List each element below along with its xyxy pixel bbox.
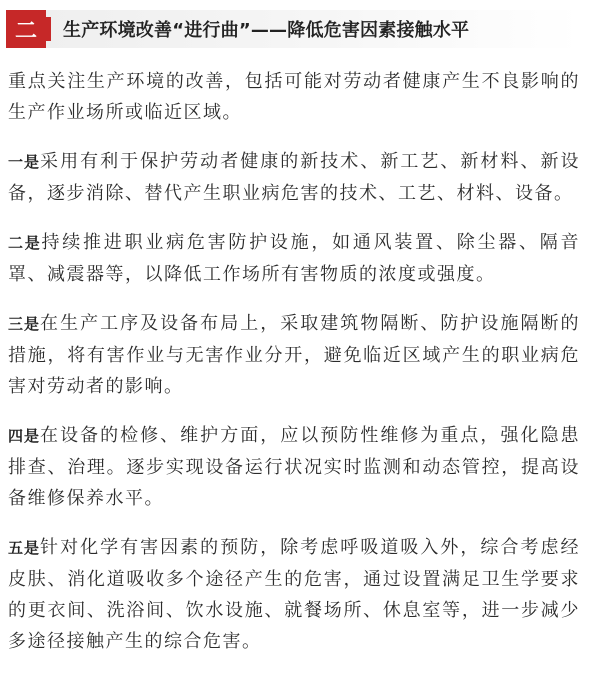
item-text: 针对化学有害因素的预防，除考虑呼吸道吸入外，综合考虑经皮肤、消化道吸收多个途径产生的危害，通过设置满足卫生学要求的更衣间、洗浴间、饮水设施、就餐场所、休息室等，进一步减少多途径接触产生的综合危害。 [8, 537, 580, 652]
list-item-1 [8, 146, 580, 209]
item-text: 持续推进职业病危害防护设施，如通风装置、除尘器、隔音罩、减震器等，以降低工作场所有害物质的浓度或强度。 [8, 232, 580, 285]
section-accent-bar [46, 17, 51, 41]
item-lead: 四是 [8, 427, 41, 445]
section-title: 生产环境改善“进行曲”——降低危害因素接触水平 [63, 20, 470, 41]
intro-paragraph: 重点关注生产环境的改善，包括可能对劳动者健康产生不良影响的生产作业场所或临近区域。 [8, 71, 580, 123]
list-item-5 [8, 532, 580, 657]
list-item-3 [8, 308, 580, 402]
item-lead: 一是 [8, 153, 41, 171]
list-item-2 [8, 227, 580, 290]
section-number-badge: 二 [6, 10, 46, 48]
article-body [6, 66, 580, 657]
item-text: 在设备的检修、维护方面，应以预防性维修为重点，强化隐患排查、治理。逐步实现设备运行状况实时监测和动态管控，提高设备维修保养水平。 [8, 425, 580, 509]
item-lead: 三是 [8, 315, 41, 333]
section-header [6, 10, 580, 48]
article-page [0, 10, 590, 700]
item-lead: 二是 [8, 234, 42, 252]
item-lead: 五是 [8, 539, 41, 557]
item-text: 在生产工序及设备布局上，采取建筑物隔断、防护设施隔断的措施，将有害作业与无害作业分开，避免临近区域产生的职业病危害对劳动者的影响。 [8, 313, 580, 397]
item-text: 采用有利于保护劳动者健康的新技术、新工艺、新材料、新设备，逐步消除、替代产生职业病危害的技术、工艺、材料、设备。 [8, 151, 580, 204]
list-item-4 [8, 420, 580, 514]
